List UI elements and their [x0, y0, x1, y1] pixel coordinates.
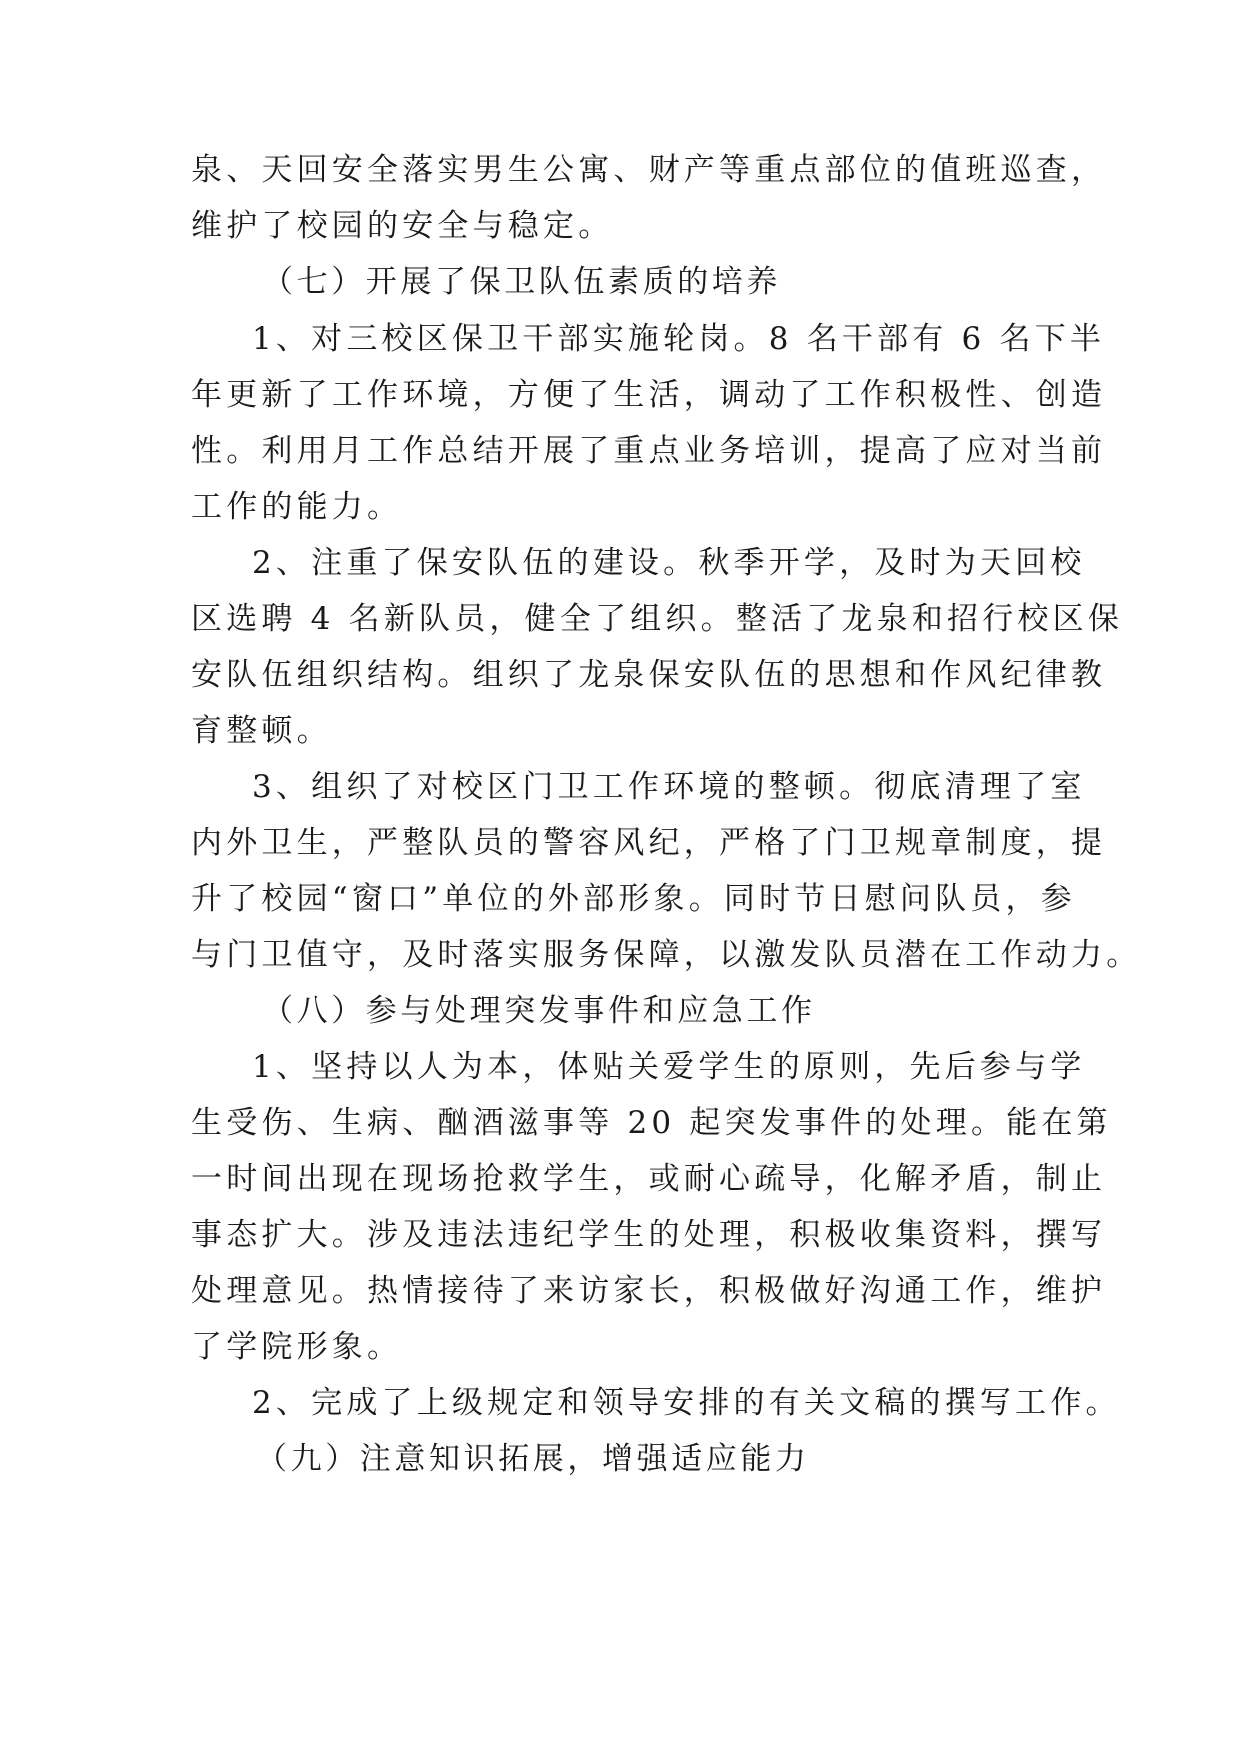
body-line-20: 事态扩大。涉及违法违纪学生的处理，积极收集资料，撰写: [191, 1217, 1107, 1253]
body-line-1: 泉、天回安全落实男生公寓、财产等重点部位的值班巡查，: [191, 152, 1107, 188]
body-line-6: 性。利用月工作总结开展了重点业务培训，提高了应对当前: [191, 433, 1107, 469]
section-heading-7: （七）开展了保卫队伍素质的培养: [262, 264, 781, 300]
body-line-4: 1、对三校区保卫干部实施轮岗。8 名干部有 6 名下半: [252, 321, 1106, 357]
body-line-9: 区选聘 4 名新队员，健全了组织。整活了龙泉和招行校区保: [191, 601, 1124, 637]
body-line-13: 内外卫生，严整队员的警容风纪，严格了门卫规章制度，提: [191, 825, 1107, 861]
body-line-12: 3、组织了对校区门卫工作环境的整顿。彻底清理了室: [252, 769, 1086, 805]
body-line-23: 2、完成了上级规定和领导安排的有关文稿的撰写工作。: [252, 1385, 1121, 1421]
body-line-18: 生受伤、生病、酗酒滋事等 20 起突发事件的处理。能在第: [191, 1105, 1112, 1141]
body-line-22: 了学院形象。: [191, 1329, 403, 1365]
body-line-11: 育整顿。: [191, 713, 332, 749]
body-line-2: 维护了校园的安全与稳定。: [191, 208, 614, 244]
body-line-8: 2、注重了保安队伍的建设。秋季开学，及时为天回校: [252, 545, 1086, 581]
body-line-7: 工作的能力。: [191, 489, 403, 525]
body-line-15: 与门卫值守，及时落实服务保障，以激发队员潜在工作动力。: [191, 937, 1142, 973]
body-line-5: 年更新了工作环境，方便了生活，调动了工作积极性、创造: [191, 377, 1107, 413]
section-heading-9: （九）注意知识拓展，增强适应能力: [256, 1441, 810, 1477]
body-line-17: 1、坚持以人为本，体贴关爱学生的原则，先后参与学: [252, 1049, 1086, 1085]
body-line-19: 一时间出现在现场抢救学生，或耐心疏导，化解矛盾，制止: [191, 1161, 1107, 1197]
body-line-14: 升了校园“窗口”单位的外部形象。同时节日慰问队员，参: [191, 881, 1076, 917]
body-line-10: 安队伍组织结构。组织了龙泉保安队伍的思想和作风纪律教: [191, 657, 1107, 693]
section-heading-8: （八）参与处理突发事件和应急工作: [262, 993, 816, 1029]
body-line-21: 处理意见。热情接待了来访家长，积极做好沟通工作，维护: [191, 1273, 1107, 1309]
